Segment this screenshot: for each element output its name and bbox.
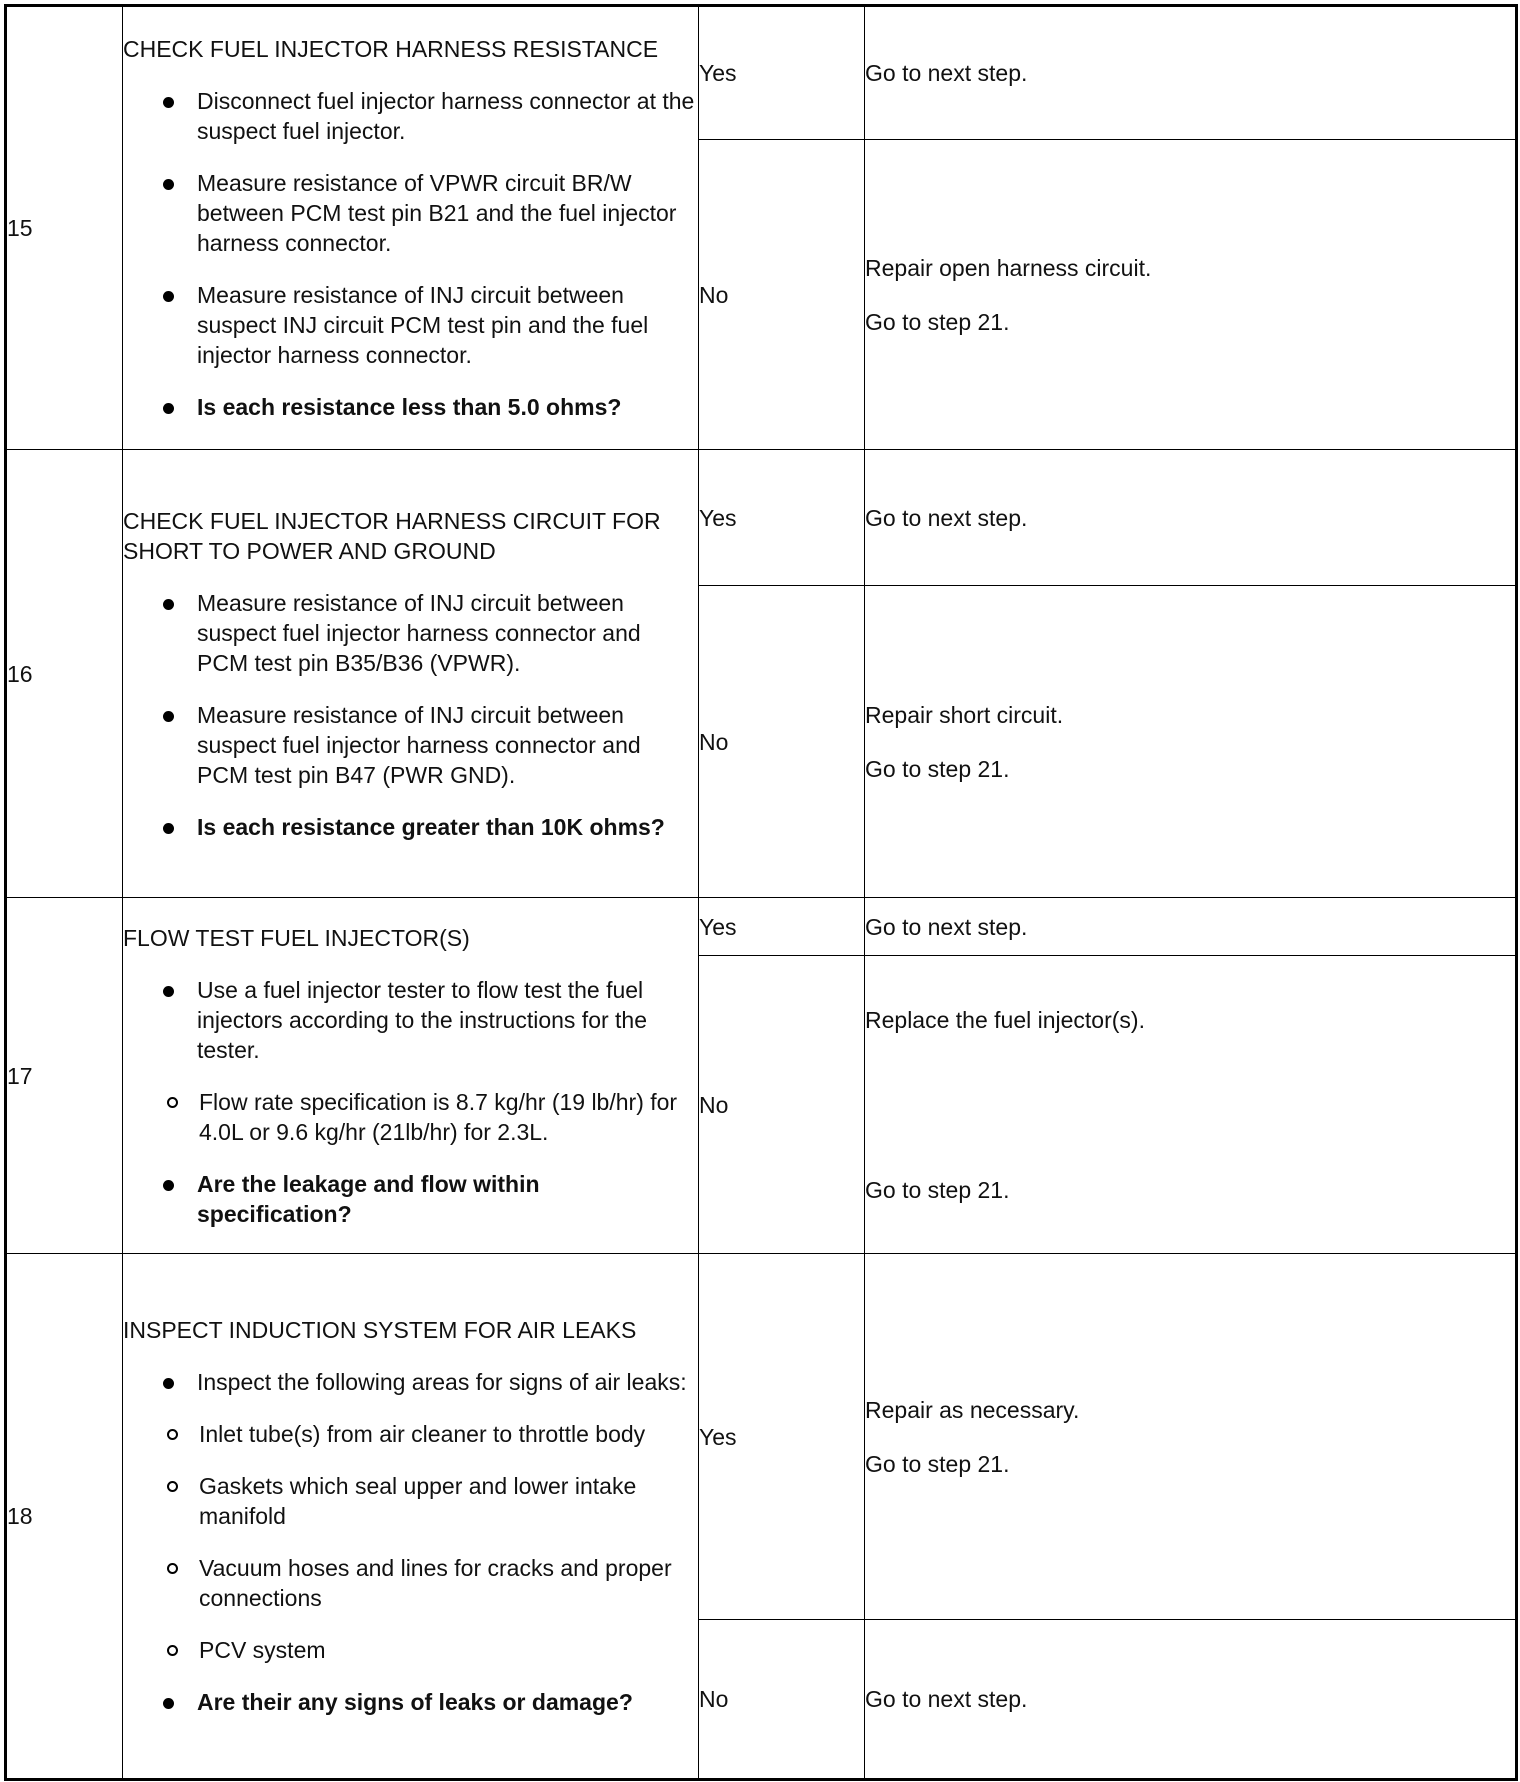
step-number: 16 — [6, 450, 123, 898]
list-item — [123, 975, 698, 1065]
answer-no: No — [699, 1620, 865, 1780]
list-item: Measure resistance of INJ circuit between suspect INJ circuit PCM test pin and the fuel injector harness connector. — [123, 280, 698, 370]
result-text: Go to step 21. — [865, 308, 1010, 335]
step-title: INSPECT INDUCTION SYSTEM FOR AIR LEAKS — [123, 1317, 637, 1343]
result-text: Go to next step. — [865, 913, 1028, 940]
sub-list-item: PCV system — [123, 1635, 698, 1665]
answer-yes: Yes — [699, 6, 865, 140]
step-question: Are the leakage and flow within specification? — [123, 1169, 698, 1229]
step-number: 18 — [6, 1254, 123, 1780]
result-text: Go to next step. — [865, 1686, 1028, 1712]
sub-list-item: Flow rate specification is 8.7 kg/hr (19 lb/hr) for 4.0L or 9.6 kg/hr (21lb/hr) for 2.3L. — [123, 1087, 698, 1147]
step-title: FLOW TEST FUEL INJECTOR(S) — [123, 924, 470, 951]
answer-no: No — [699, 586, 865, 898]
list-item: Measure resistance of INJ circuit between suspect fuel injector harness connector and PCM test pin B35/B36 (VPWR). — [123, 588, 698, 678]
table-row — [6, 450, 1517, 586]
list-item-text: Inspect the following areas for signs of air leaks: — [197, 1369, 687, 1395]
table-row — [6, 6, 1517, 140]
step-question: Is each resistance less than 5.0 ohms? — [123, 392, 698, 422]
answer-no: No — [699, 140, 865, 450]
step-question: Are their any signs of leaks or damage? — [123, 1687, 698, 1717]
result-text: Go to next step. — [865, 60, 1028, 86]
result-text: Go to next step. — [865, 504, 1028, 531]
list-item — [123, 1367, 698, 1397]
result-no — [865, 140, 1517, 450]
result-no — [865, 586, 1517, 898]
table-row — [6, 1254, 1517, 1620]
result-text: Replace the fuel injector(s). — [865, 1006, 1145, 1033]
list-item: Measure resistance of VPWR circuit BR/W between PCM test pin B21 and the fuel injector harness connector. — [123, 168, 698, 258]
step-action — [123, 898, 699, 1254]
answer-no: No — [699, 956, 865, 1254]
sub-list-item: Vacuum hoses and lines for cracks and proper connections — [123, 1553, 698, 1613]
step-title: CHECK FUEL INJECTOR HARNESS CIRCUIT FOR SHORT TO POWER AND GROUND — [123, 507, 661, 564]
result-text: Repair as necessary. — [865, 1396, 1080, 1423]
step-action — [123, 6, 699, 450]
step-action — [123, 1254, 699, 1780]
table-row — [6, 898, 1517, 956]
sub-list-item: Inlet tube(s) from air cleaner to throttle body — [123, 1419, 698, 1449]
answer-yes: Yes — [699, 898, 865, 956]
list-item: Measure resistance of INJ circuit between suspect fuel injector harness connector and PCM test pin B47 (PWR GND). — [123, 700, 698, 790]
diagnostic-table — [4, 4, 1518, 1781]
result-yes — [865, 898, 1517, 956]
step-action — [123, 450, 699, 898]
result-yes — [865, 450, 1517, 586]
result-text: Go to step 21. — [865, 1450, 1010, 1477]
result-text: Go to step 21. — [865, 755, 1010, 782]
result-text: Go to step 21. — [865, 1176, 1010, 1203]
answer-yes: Yes — [699, 450, 865, 586]
step-number: 15 — [6, 6, 123, 450]
list-item: Disconnect fuel injector harness connector at the suspect fuel injector. — [123, 86, 698, 146]
step-number: 17 — [6, 898, 123, 1254]
result-yes — [865, 6, 1517, 140]
result-text: Repair short circuit. — [865, 701, 1064, 728]
result-no — [865, 1620, 1517, 1780]
answer-yes: Yes — [699, 1254, 865, 1620]
result-yes — [865, 1254, 1517, 1620]
sub-list-item: Gaskets which seal upper and lower intake manifold — [123, 1471, 698, 1531]
step-title: CHECK FUEL INJECTOR HARNESS RESISTANCE — [123, 36, 659, 62]
step-question: Is each resistance greater than 10K ohms? — [123, 812, 698, 842]
list-item-text: Use a fuel injector tester to flow test the fuel injectors according to the instructions for the tester. — [197, 976, 648, 1063]
result-text: Repair open harness circuit. — [865, 254, 1152, 281]
result-no — [865, 956, 1517, 1254]
